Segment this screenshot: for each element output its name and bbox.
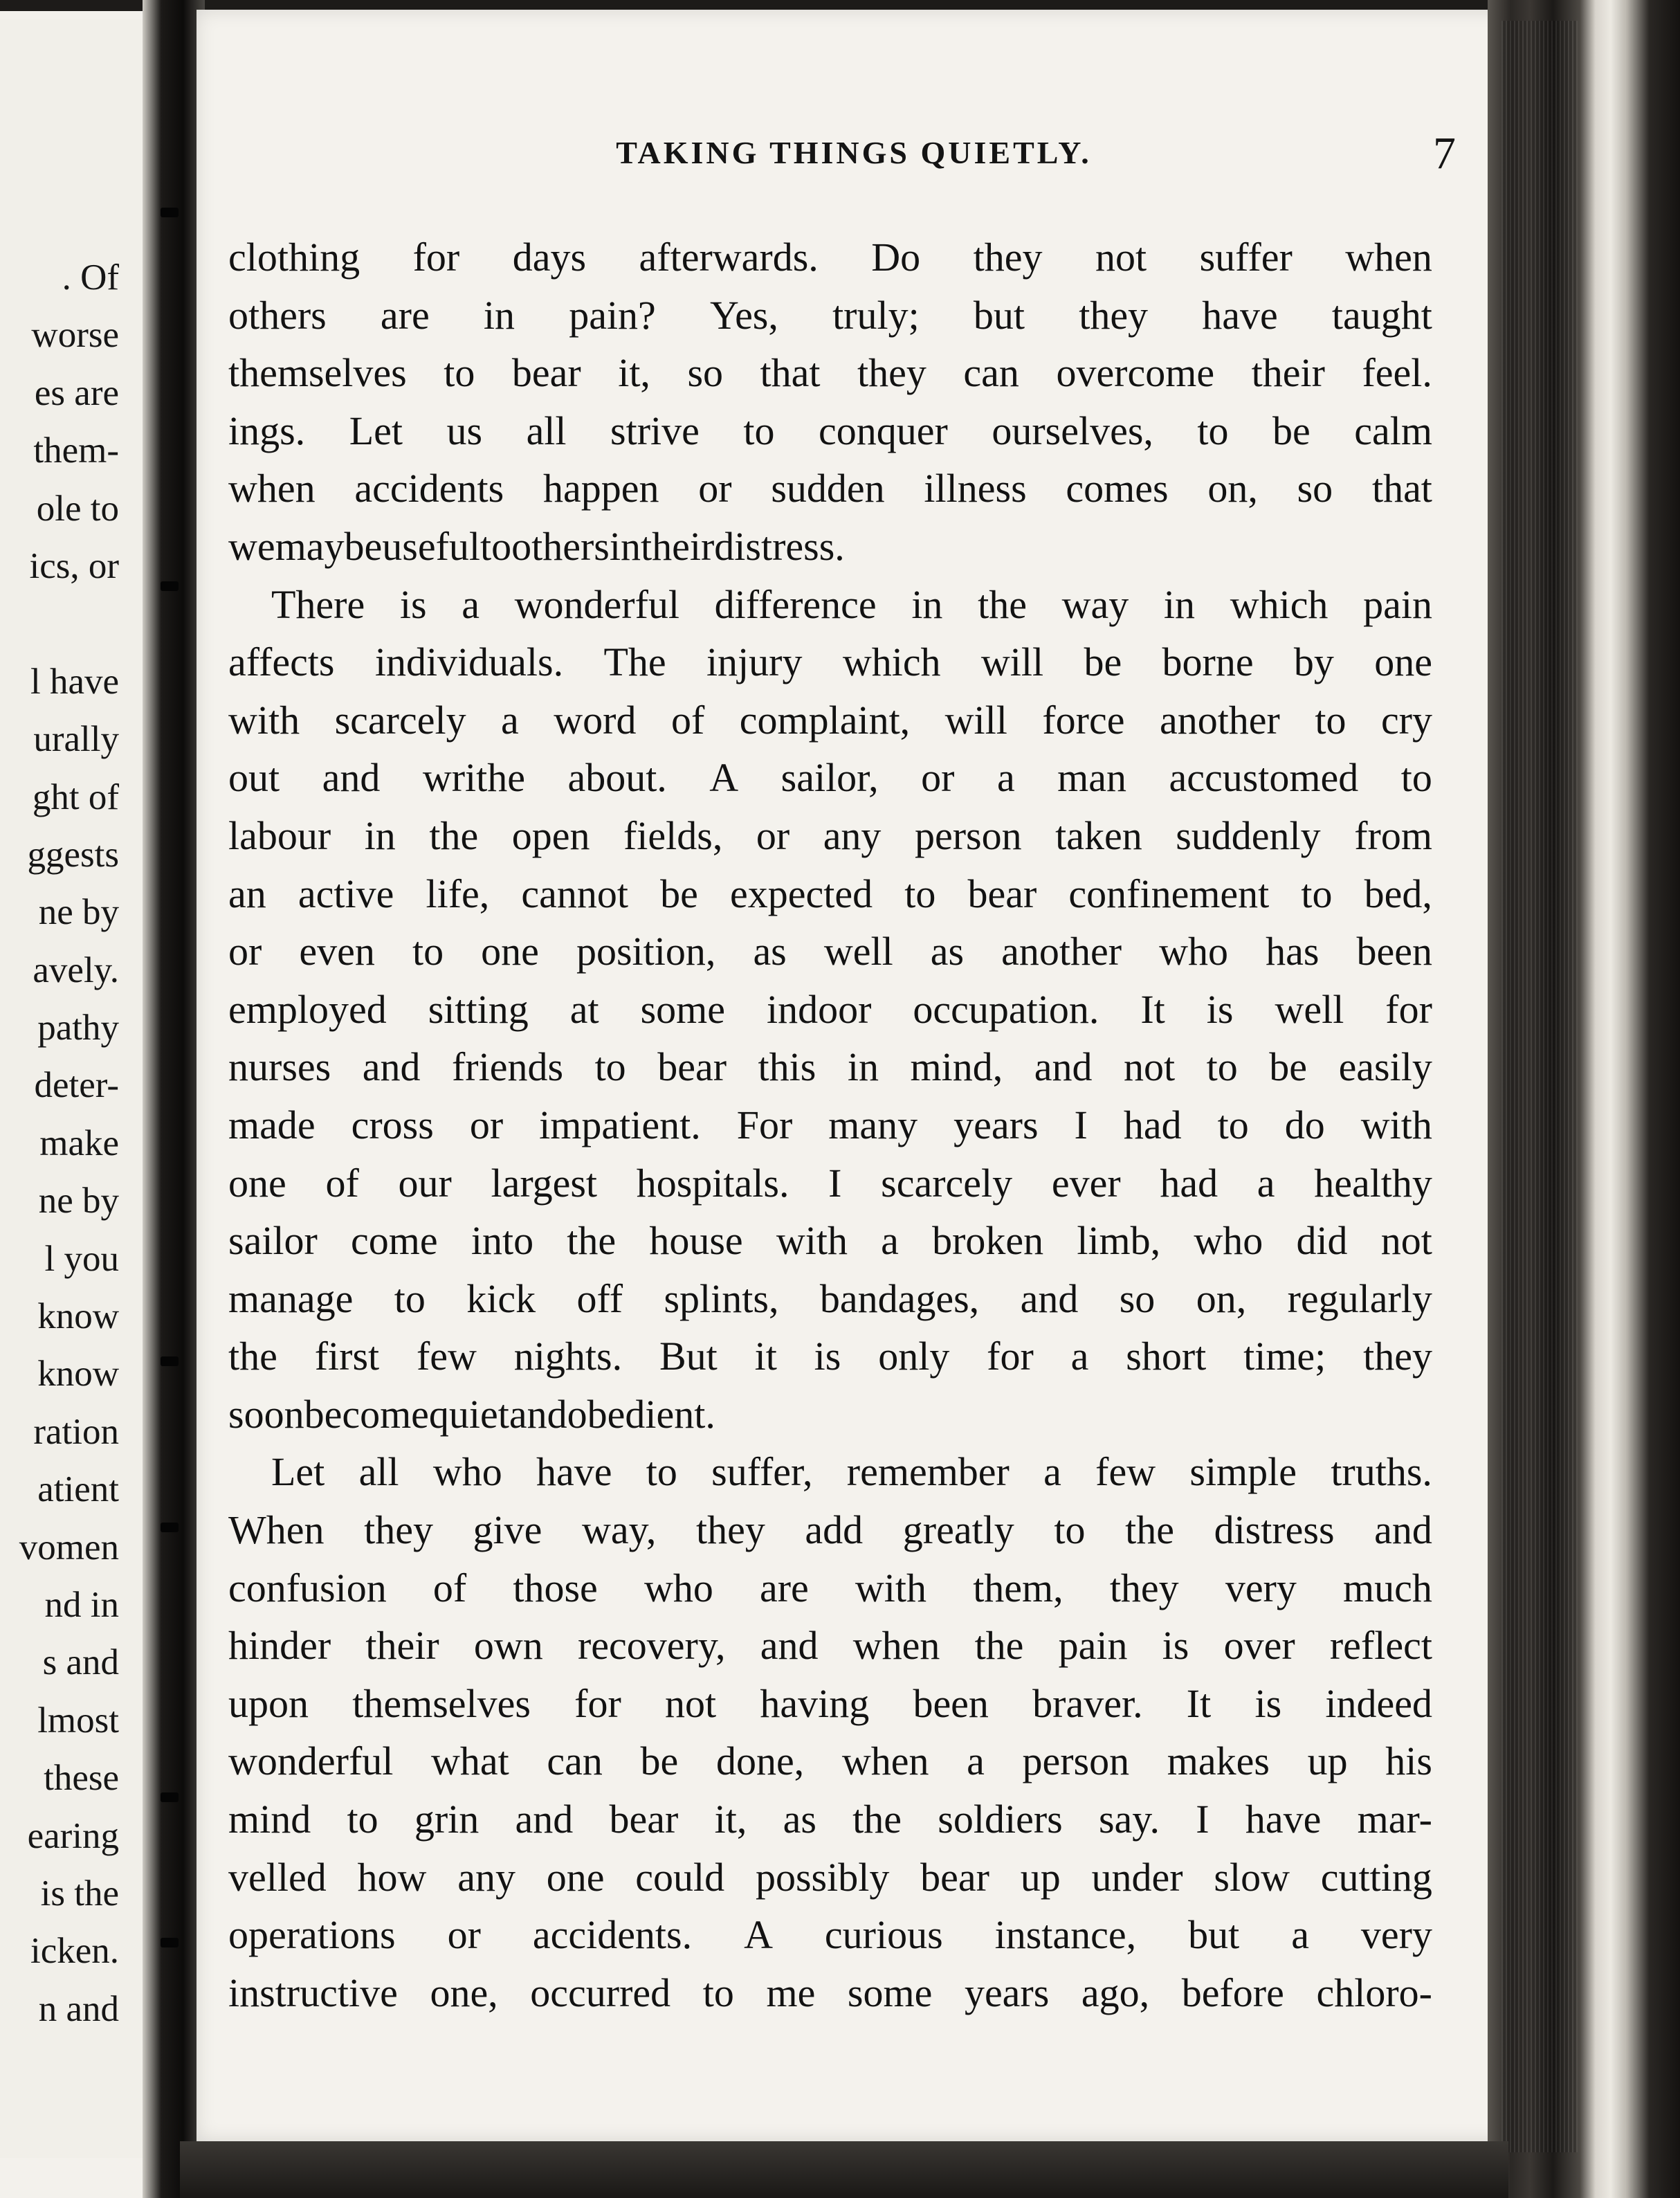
left-page-line: them- xyxy=(33,430,119,471)
text-line: themselves to bear it, so that they can overcome their feel. xyxy=(228,350,1432,396)
text-line: we may be useful to others in their distress. xyxy=(228,523,845,569)
left-page-line xyxy=(0,595,154,653)
left-page-line: nd in xyxy=(44,1584,119,1625)
text-line: made cross or impatient. For many years I had to do with xyxy=(228,1102,1432,1147)
text-line: with scarcely a word of complaint, will force another to cry xyxy=(228,697,1432,743)
text-line: manage to kick off splints, bandages, and so on, regularly xyxy=(228,1275,1432,1321)
binding-marks xyxy=(161,0,188,2198)
text-line: out and writhe about. A sailor, or a man accustomed to xyxy=(228,755,1432,801)
binding-mark xyxy=(161,581,179,591)
text-line: Let all who have to suffer, remember a few simple truths. xyxy=(271,1449,1432,1495)
left-page-line: atient xyxy=(37,1469,119,1510)
left-page-line: ggests xyxy=(27,834,119,875)
left-facing-page xyxy=(0,19,154,2158)
text-line: There is a wonderful difference in the way in which pain xyxy=(271,581,1432,627)
text-line: others are in pain? Yes, truly; but they have taught xyxy=(228,292,1432,338)
left-page-line: l you xyxy=(44,1238,119,1279)
left-page-line: know xyxy=(37,1354,119,1395)
left-page-line: es are xyxy=(34,372,119,413)
text-line: When they give way, they add greatly to the distress and xyxy=(228,1507,1432,1553)
left-page-line: s and xyxy=(42,1642,119,1683)
binding-mark xyxy=(161,1792,179,1802)
left-page-line: deter- xyxy=(34,1065,119,1106)
text-line: labour in the open fields, or any person taken suddenly from xyxy=(228,812,1432,858)
binding-mark xyxy=(161,1356,179,1366)
text-line: velled how any one could possibly bear up under slow cutting xyxy=(228,1854,1432,1900)
binding-mark xyxy=(161,208,179,217)
left-page-line: vomen xyxy=(19,1527,119,1568)
text-line: one of our largest hospitals. I scarcely ever had a healthy xyxy=(228,1160,1432,1206)
text-line: ings. Let us all strive to conquer ourselves, to be calm xyxy=(228,408,1432,453)
bottom-shadow xyxy=(180,2141,1508,2198)
left-page-text-fragments xyxy=(0,249,154,2038)
text-line: nurses and friends to bear this in mind, and not to be easily xyxy=(228,1044,1432,1090)
left-page-line: lmost xyxy=(37,1700,119,1741)
left-page-line: earing xyxy=(27,1815,119,1856)
left-page-line: these xyxy=(44,1758,119,1799)
text-line: affects individuals. The injury which will be borne by one xyxy=(228,639,1432,685)
left-page-line: know xyxy=(37,1296,119,1337)
left-page-line: worse xyxy=(31,315,119,356)
text-line: hinder their own recovery, and when the pain is over reflect xyxy=(228,1623,1432,1669)
left-page-line: ration xyxy=(33,1411,119,1452)
text-line: instructive one, occurred to me some years ago, before chloro- xyxy=(228,1970,1432,2015)
left-page-line: icken. xyxy=(30,1931,119,1972)
left-page-line: l have xyxy=(30,661,119,702)
page-header xyxy=(197,128,1511,183)
left-page-line: n and xyxy=(38,1988,119,2029)
left-page-line: ne by xyxy=(38,892,119,933)
text-line: an active life, cannot be expected to bear confinement to bed, xyxy=(228,871,1432,916)
left-page-line: is the xyxy=(40,1873,119,1914)
text-line: or even to one position, as well as another who has been xyxy=(228,929,1432,974)
text-line: mind to grin and bear it, as the soldiers say. I have mar- xyxy=(228,1797,1432,1842)
text-line: sailor come into the house with a broken limb, who did not xyxy=(228,1218,1432,1264)
left-page-line: urally xyxy=(33,719,119,760)
main-page xyxy=(197,10,1511,2141)
body-text xyxy=(228,228,1432,2022)
text-line: the first few nights. But it is only for a short time; they xyxy=(228,1334,1432,1379)
text-line: when accidents happen or sudden illness comes on, so that xyxy=(228,466,1432,511)
text-line: confusion of those who are with them, they very much xyxy=(228,1565,1432,1610)
left-page-line: make xyxy=(39,1123,119,1163)
text-line: clothing for days afterwards. Do they not suffer when xyxy=(228,235,1432,280)
left-page-line: pathy xyxy=(37,1008,119,1048)
left-page-line: avely. xyxy=(33,950,119,990)
left-page-line: ole to xyxy=(36,488,119,529)
text-line: upon themselves for not having been braver. It is indeed xyxy=(228,1680,1432,1726)
text-line: employed sitting at some indoor occupation. It is well for xyxy=(228,986,1432,1032)
left-page-line: ics, or xyxy=(29,545,119,586)
page-stack-lines xyxy=(1501,21,1578,2152)
running-head: TAKING THINGS QUIETLY. xyxy=(616,135,1092,170)
page-number: 7 xyxy=(1433,128,1456,179)
left-page-line: . Of xyxy=(62,257,119,298)
text-line: wonderful what can be done, when a person makes up his xyxy=(228,1738,1432,1784)
left-page-line: ne by xyxy=(38,1181,119,1221)
left-page-line: ght of xyxy=(32,776,119,817)
text-line: soon become quiet and obedient. xyxy=(228,1391,715,1437)
text-line: operations or accidents. A curious instance, but a very xyxy=(228,1912,1432,1958)
binding-mark xyxy=(161,1938,179,1947)
binding-mark xyxy=(161,1523,179,1532)
